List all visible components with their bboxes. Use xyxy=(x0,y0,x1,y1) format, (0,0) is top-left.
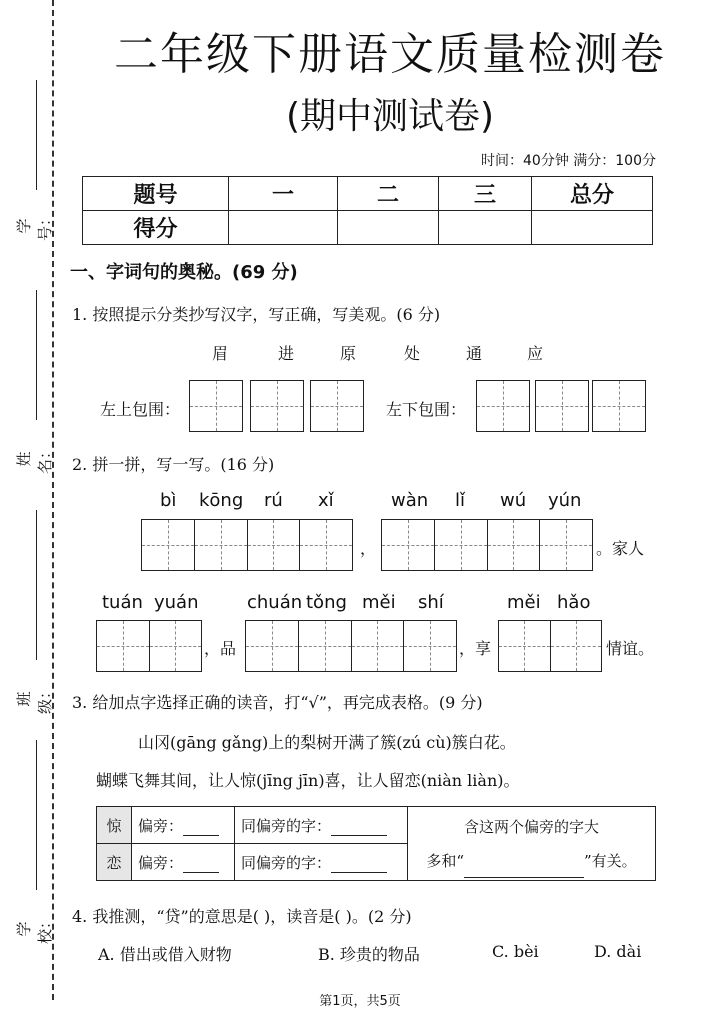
page-subtitle: (期中测试卷) xyxy=(285,96,495,137)
section-heading: 一、字词句的奥秘。(69 分) xyxy=(70,262,298,283)
score-input-cell[interactable] xyxy=(338,211,439,245)
question-4-prompt: 4. 我推测，“贷”的意思是( )，读音是( )。(2 分) xyxy=(72,907,412,926)
student-no-line xyxy=(36,80,37,190)
score-input-cell[interactable] xyxy=(229,211,338,245)
page-footer: 第1页，共5页 xyxy=(319,994,401,1009)
q4-option[interactable]: B. 珍贵的物品 xyxy=(318,945,420,964)
school-label: 学校： xyxy=(15,914,54,945)
score-header-cell: 二 xyxy=(338,177,439,211)
score-input-cell[interactable] xyxy=(439,211,532,245)
radical-label: 偏旁： xyxy=(138,853,184,872)
pinyin-syllable: yún xyxy=(548,490,582,511)
meaning-blank[interactable] xyxy=(464,877,584,878)
pinyin-syllable: kōng xyxy=(199,490,244,511)
pinyin-syllable: rú xyxy=(264,490,283,511)
writing-grid-cell[interactable] xyxy=(310,380,364,432)
score-row-label: 得分 xyxy=(83,211,229,245)
class-line xyxy=(36,510,37,660)
pinyin-syllable: měi xyxy=(362,592,396,613)
word-writing-box[interactable] xyxy=(498,620,602,672)
pinyin-syllable: wú xyxy=(500,490,527,511)
binding-dashed-line xyxy=(52,0,54,1000)
pinyin-syllable: hǎo xyxy=(557,592,591,613)
same-radical-label: 同偏旁的字： xyxy=(241,816,332,835)
school-line xyxy=(36,740,37,890)
q3-note: ”有关。 xyxy=(584,851,637,870)
q3-note: 含这两个偏旁的字大 xyxy=(463,817,599,836)
score-header-cell: 总分 xyxy=(532,177,653,211)
pinyin-syllable: yuán xyxy=(154,592,199,613)
q4-option[interactable]: C. bèi xyxy=(492,942,539,961)
question-3-prompt: 3. 给加点字选择正确的读音，打“√”，再完成表格。(9 分) xyxy=(72,693,483,712)
q1-char: 应 xyxy=(527,344,544,363)
q1-char: 通 xyxy=(466,344,483,363)
radical-blank[interactable] xyxy=(183,872,219,873)
same-radical-blank[interactable] xyxy=(331,835,387,836)
name-label: 姓名： xyxy=(15,444,54,475)
score-header-cell: 一 xyxy=(229,177,338,211)
q3-sentence: 山冈(gāng gǎng)上的梨树开满了簇(zú cù)簇白花。 xyxy=(138,733,516,752)
q2-text: ，品 xyxy=(204,639,237,658)
score-header-cell: 题号 xyxy=(83,177,229,211)
q1-char: 眉 xyxy=(212,344,229,363)
q4-option[interactable]: D. dài xyxy=(594,942,642,961)
word-writing-box[interactable] xyxy=(96,620,202,672)
pinyin-syllable: tǒng xyxy=(306,592,347,613)
word-writing-box[interactable] xyxy=(245,620,457,672)
question-2-prompt: 2. 拼一拼，写一写。(16 分) xyxy=(72,455,275,474)
pinyin-syllable: bì xyxy=(160,490,177,511)
pinyin-syllable: shí xyxy=(418,592,444,613)
q1-char: 原 xyxy=(340,344,357,363)
radical-blank[interactable] xyxy=(183,835,219,836)
question-1-prompt: 1. 按照提示分类抄写汉字，写正确，写美观。(6 分) xyxy=(72,305,441,324)
comma: ， xyxy=(360,539,377,558)
writing-grid-cell[interactable] xyxy=(535,380,589,432)
writing-grid-cell[interactable] xyxy=(476,380,530,432)
pinyin-syllable: wàn xyxy=(391,490,429,511)
class-label: 班级： xyxy=(15,684,54,715)
writing-grid-cell[interactable] xyxy=(189,380,243,432)
pinyin-syllable: chuán xyxy=(247,592,303,613)
radical-label: 偏旁： xyxy=(138,816,184,835)
q2-text: 情谊。 xyxy=(606,639,655,658)
word-writing-box[interactable] xyxy=(141,519,353,571)
q3-char-cell: 惊 xyxy=(97,807,132,844)
pinyin-syllable: měi xyxy=(507,592,541,613)
q1-char: 进 xyxy=(278,344,295,363)
pinyin-syllable: lǐ xyxy=(455,490,466,511)
student-no-label: 学号： xyxy=(15,211,54,242)
q4-option[interactable]: A. 借出或借入财物 xyxy=(98,945,232,964)
same-radical-label: 同偏旁的字： xyxy=(241,853,332,872)
q3-char-cell: 恋 xyxy=(97,844,132,881)
writing-grid-cell[interactable] xyxy=(592,380,646,432)
name-line xyxy=(36,290,37,420)
score-table xyxy=(82,176,653,245)
q1-right-label: 左下包围： xyxy=(386,400,467,419)
score-header-cell: 三 xyxy=(439,177,532,211)
word-writing-box[interactable] xyxy=(381,519,593,571)
time-info: 时间：40分钟 满分：100分 xyxy=(481,153,656,169)
q3-sentence: 蝴蝶飞舞其间，让人惊(jīng jīn)喜，让人留恋(niàn liàn)。 xyxy=(96,771,520,790)
q2-text: ，享 xyxy=(459,639,492,658)
q2-text: 。家人 xyxy=(596,539,645,558)
pinyin-syllable: xǐ xyxy=(318,490,334,511)
page-title: 二年级下册语文质量检测卷 xyxy=(114,29,666,80)
q1-char: 处 xyxy=(404,344,421,363)
q3-note: 多和“ xyxy=(426,851,464,870)
score-input-cell[interactable] xyxy=(532,211,653,245)
writing-grid-cell[interactable] xyxy=(250,380,304,432)
pinyin-syllable: tuán xyxy=(102,592,143,613)
same-radical-blank[interactable] xyxy=(331,872,387,873)
q3-table xyxy=(96,806,656,881)
q1-left-label: 左上包围： xyxy=(100,400,181,419)
